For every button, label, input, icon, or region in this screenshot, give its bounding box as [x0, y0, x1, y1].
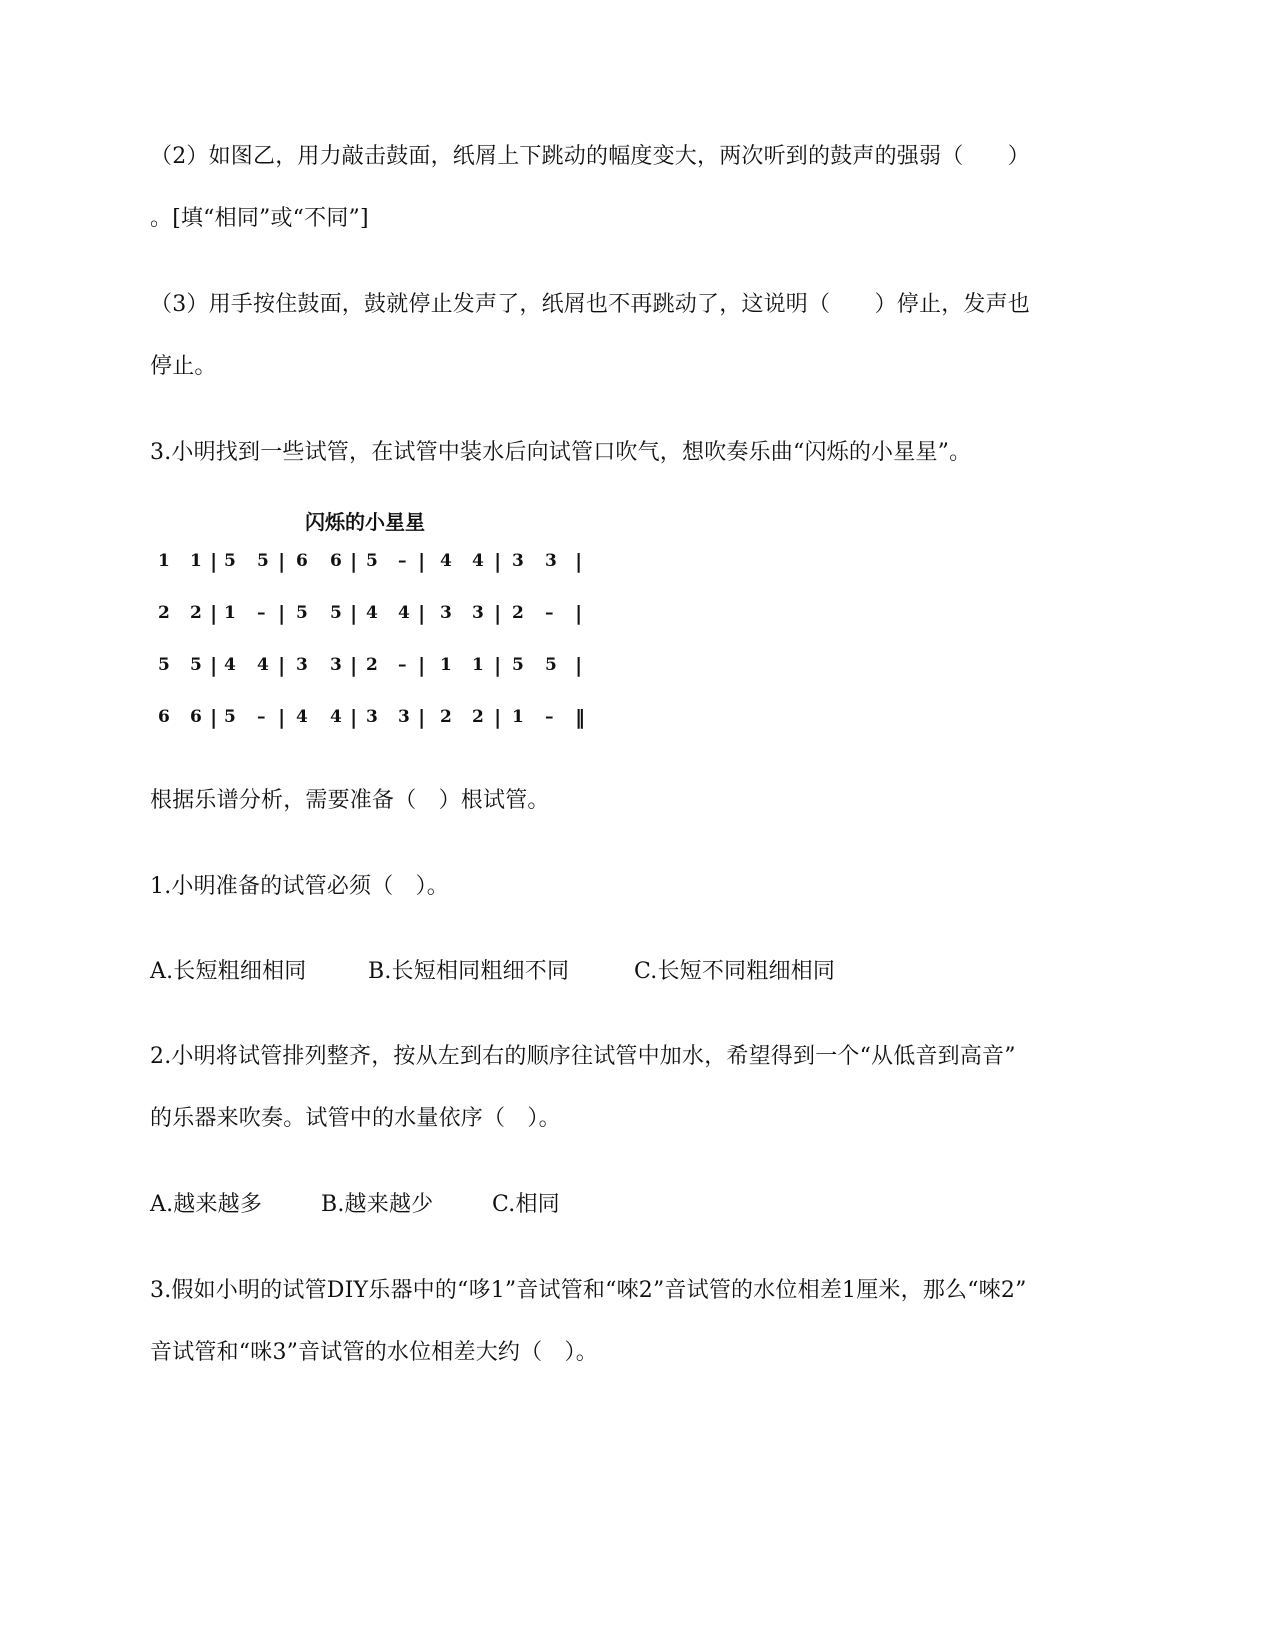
note: 3: [472, 603, 484, 623]
note: 2: [440, 707, 452, 727]
bar-line: |: [278, 705, 286, 729]
bar-line: |: [494, 549, 502, 573]
score-row: [150, 702, 620, 732]
sustain-dash: –: [545, 707, 554, 727]
q3-line-1: （3）用手按住鼓面，鼓就停止发声了，纸屑也不再跳动了，这说明（ ）停止，发声也: [150, 292, 1030, 317]
note: 4: [472, 551, 484, 571]
problem-3-intro: 3.小明找到一些试管，在试管中装水后向试管口吹气，想吹奏乐曲“闪烁的小星星”。: [150, 440, 972, 465]
bar-line: |: [278, 653, 286, 677]
bar-line: |: [278, 601, 286, 625]
sub-question-3-line-2: 音试管和“咪3”音试管的水位相差大约（ ）。: [150, 1340, 598, 1365]
music-score: [150, 510, 620, 760]
note: 2: [158, 603, 170, 623]
note: 4: [440, 551, 452, 571]
note: 2: [512, 603, 524, 623]
q3-line-2: 停止。: [150, 354, 217, 379]
note: 5: [257, 551, 269, 571]
note: 3: [296, 655, 308, 675]
note: 3: [398, 707, 410, 727]
note: 3: [545, 551, 557, 571]
note: 5: [224, 707, 236, 727]
bar-line: |: [210, 549, 218, 573]
sub-question-1-options: [150, 957, 835, 987]
note: 5: [224, 551, 236, 571]
bar-line: |: [575, 549, 583, 573]
note: 6: [296, 551, 308, 571]
option-c: C.相同: [492, 1192, 560, 1217]
score-row: [150, 598, 620, 628]
note: 5: [330, 603, 342, 623]
note: 5: [512, 655, 524, 675]
bar-line: |: [210, 705, 218, 729]
note: 2: [472, 707, 484, 727]
bar-line: |: [350, 705, 358, 729]
score-row: [150, 546, 620, 576]
option-b: B.越来越少: [321, 1192, 434, 1217]
note: 2: [366, 655, 378, 675]
sub-question-2-options: [150, 1190, 560, 1220]
bar-line: |: [278, 549, 286, 573]
score-question: 根据乐谱分析，需要准备（ ）根试管。: [150, 788, 550, 813]
bar-line: |: [494, 705, 502, 729]
bar-line: |: [575, 601, 583, 625]
note: 3: [366, 707, 378, 727]
bar-line: |: [494, 653, 502, 677]
note: 3: [512, 551, 524, 571]
note: 1: [224, 603, 236, 623]
note: 4: [296, 707, 308, 727]
option-a: A.越来越多: [150, 1192, 263, 1217]
bar-line: |: [210, 653, 218, 677]
note: 4: [366, 603, 378, 623]
option-c: C.长短不同粗细相同: [634, 959, 836, 984]
score-row: [150, 650, 620, 680]
sustain-dash: –: [398, 655, 407, 675]
bar-line: |: [494, 601, 502, 625]
note: 4: [398, 603, 410, 623]
bar-line: |: [350, 601, 358, 625]
bar-line: |: [350, 653, 358, 677]
sub-question-2-line-2: 的乐器来吹奏。试管中的水量依序（ ）。: [150, 1106, 561, 1131]
bar-line: |: [575, 653, 583, 677]
note: 1: [512, 707, 524, 727]
bar-line: |: [210, 601, 218, 625]
q2-line-2: 。[填“相同”或“不同”]: [150, 206, 369, 231]
bar-line: |: [350, 549, 358, 573]
bar-line: |: [418, 549, 426, 573]
note: 6: [158, 707, 170, 727]
q2-line-1: （2）如图乙，用力敲击鼓面，纸屑上下跳动的幅度变大，两次听到的鼓声的强弱（ ）: [150, 144, 1030, 169]
note: 1: [440, 655, 452, 675]
bar-line: ‖: [575, 705, 585, 729]
note: 3: [330, 655, 342, 675]
note: 5: [158, 655, 170, 675]
bar-line: |: [418, 601, 426, 625]
sub-question-1: 1.小明准备的试管必须（ ）。: [150, 874, 449, 899]
note: 1: [190, 551, 202, 571]
sub-question-3-line-1: 3.假如小明的试管DIY乐器中的“哆1”音试管和“唻2”音试管的水位相差1厘米，那么“唻2”: [150, 1278, 1027, 1303]
sustain-dash: –: [257, 707, 266, 727]
score-title: 闪烁的小星星: [305, 510, 425, 534]
note: 4: [224, 655, 236, 675]
note: 3: [440, 603, 452, 623]
option-b: B.长短相同粗细不同: [368, 959, 570, 984]
sustain-dash: –: [545, 603, 554, 623]
note: 1: [158, 551, 170, 571]
note: 5: [190, 655, 202, 675]
note: 5: [545, 655, 557, 675]
sub-question-2-line-1: 2.小明将试管排列整齐，按从左到右的顺序往试管中加水，希望得到一个“从低音到高音”: [150, 1044, 1016, 1069]
sustain-dash: –: [257, 603, 266, 623]
note: 4: [257, 655, 269, 675]
note: 2: [190, 603, 202, 623]
note: 6: [190, 707, 202, 727]
note: 4: [330, 707, 342, 727]
sustain-dash: –: [398, 551, 407, 571]
note: 6: [330, 551, 342, 571]
note: 5: [366, 551, 378, 571]
note: 1: [472, 655, 484, 675]
note: 5: [296, 603, 308, 623]
option-a: A.长短粗细相同: [150, 959, 307, 984]
bar-line: |: [418, 705, 426, 729]
bar-line: |: [418, 653, 426, 677]
